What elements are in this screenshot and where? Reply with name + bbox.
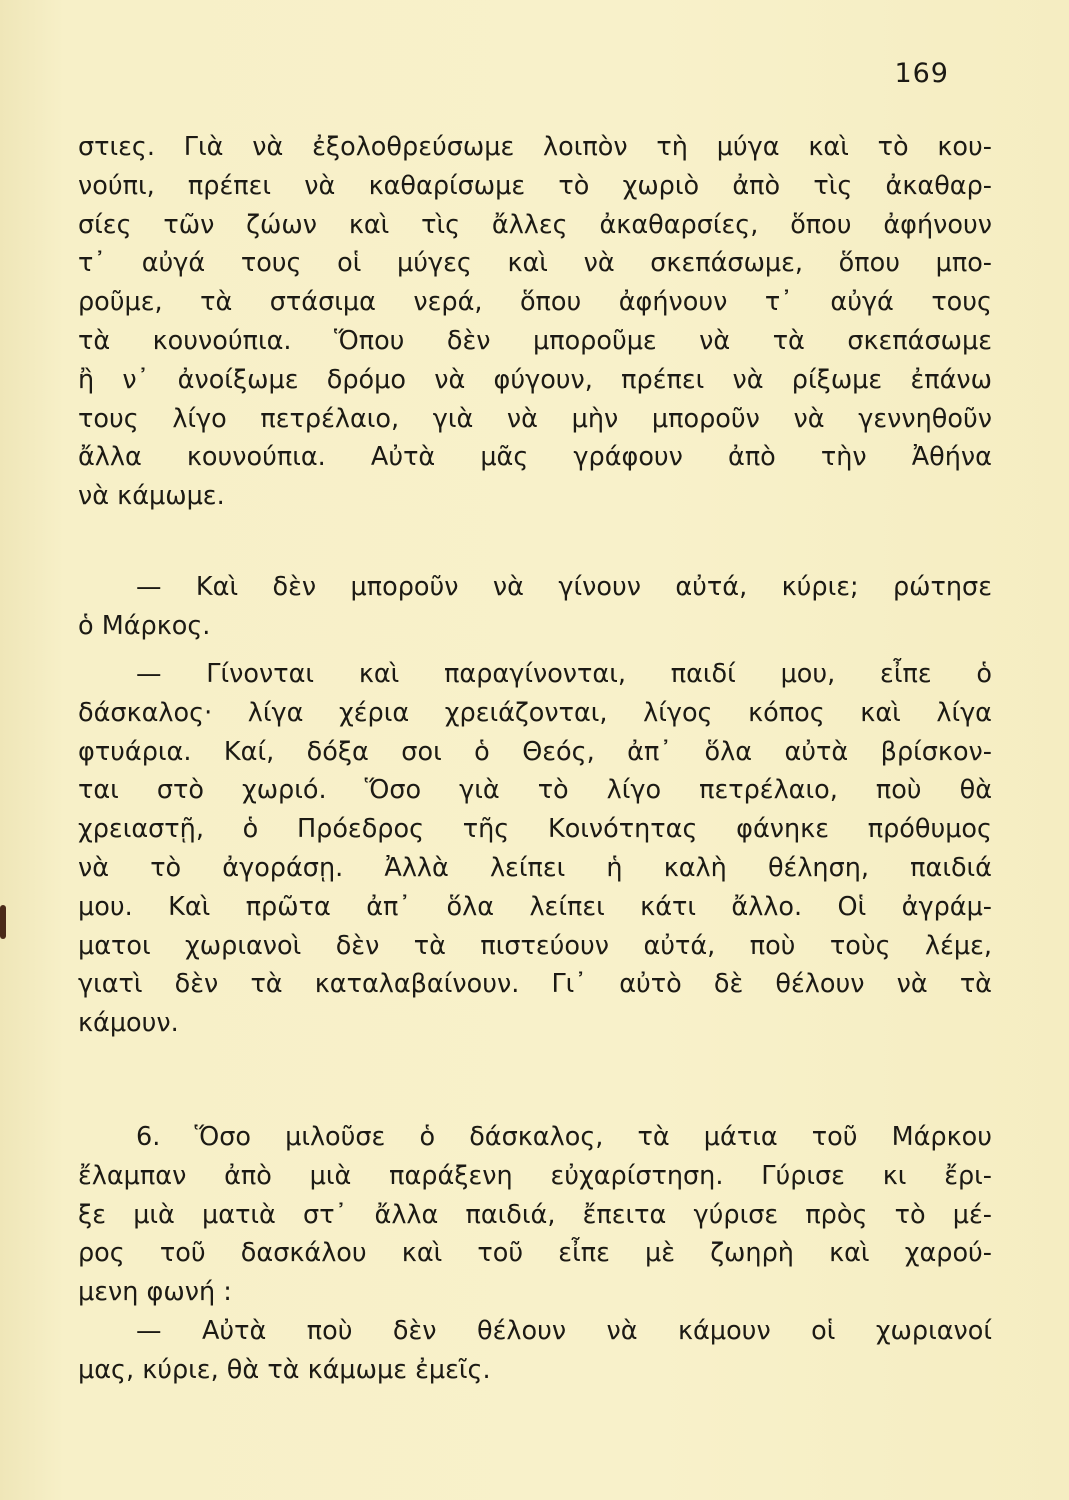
text-line: νὰ τὸ ἀγοράσῃ. Ἀλλὰ λείπει ἡ καλὴ θέληση, παιδιά bbox=[78, 852, 992, 883]
text-line: ται στὸ χωριό. Ὅσο γιὰ τὸ λίγο πετρέλαιο, ποὺ θὰ bbox=[78, 775, 992, 806]
text-line: ἢ ν᾽ ἀνοίξωμε δρόμο νὰ φύγουν, πρέπει νὰ ρίξωμε ἐπάνω bbox=[78, 364, 992, 395]
text-line: μενη φωνή : bbox=[78, 1277, 232, 1308]
text-line: ματοι χωριανοὶ δὲν τὰ πιστεύουν αὐτά, ποὺ τοὺς λέμε, bbox=[78, 930, 992, 961]
paragraph-2 bbox=[78, 568, 992, 646]
margin-ink-mark bbox=[0, 905, 6, 939]
text-line: στιες. Γιὰ νὰ ἐξολοθρεύσωμε λοιπὸν τὴ μύγα καὶ τὸ κου- bbox=[78, 132, 992, 162]
text-line: ὁ Μάρκος. bbox=[78, 610, 211, 641]
text-line: ἄλλα κουνούπια. Αὐτὰ μᾶς γράφουν ἀπὸ τὴν Ἀθήνα bbox=[78, 442, 992, 473]
numbered-paragraph-line: 6. Ὅσο μιλοῦσε ὁ δάσκαλος, τὰ μάτια τοῦ Μάρκου bbox=[136, 1122, 992, 1152]
text-line: τους λίγο πετρέλαιο, γιὰ νὰ μὴν μποροῦν νὰ γεννηθοῦν bbox=[78, 403, 992, 434]
dialogue-line: — Καὶ δὲν μποροῦν νὰ γίνουν αὐτά, κύριε; ρώτησε bbox=[136, 572, 992, 602]
text-line: νούπι, πρέπει νὰ καθαρίσωμε τὸ χωριὸ ἀπὸ τὶς ἀκαθαρ- bbox=[78, 170, 992, 201]
paragraph-5 bbox=[78, 1312, 992, 1390]
text-line: σίες τῶν ζώων καὶ τὶς ἄλλες ἀκαθαρσίες, ὅπου ἀφήνουν bbox=[78, 209, 992, 240]
paragraph-1 bbox=[78, 128, 992, 516]
dialogue-line: — Γίνονται καὶ παραγίνονται, παιδί μου, εἶπε ὁ bbox=[136, 659, 992, 689]
text-line: γιατὶ δὲν τὰ καταλαβαίνουν. Γι᾽ αὐτὸ δὲ θέλουν νὰ τὰ bbox=[78, 969, 992, 1000]
text-line: φτυάρια. Καί, δόξα σοι ὁ Θεός, ἀπ᾽ ὅλα αὐτὰ βρίσκον- bbox=[78, 736, 992, 767]
text-line: ρος τοῦ δασκάλου καὶ τοῦ εἶπε μὲ ζωηρὴ καὶ χαρού- bbox=[78, 1238, 992, 1269]
paragraph-3 bbox=[78, 655, 992, 1043]
text-line: ἔλαμπαν ἀπὸ μιὰ παράξενη εὐχαρίστηση. Γύρισε κι ἔρι- bbox=[78, 1160, 992, 1191]
text-line: μας, κύριε, θὰ τὰ κάμωμε ἐμεῖς. bbox=[78, 1354, 491, 1385]
text-line: ροῦμε, τὰ στάσιμα νερά, ὅπου ἀφήνουν τ᾽ αὐγά τους bbox=[78, 287, 992, 318]
text-line: τ᾽ αὐγά τους οἱ μύγες καὶ νὰ σκεπάσωμε, ὅπου μπο- bbox=[78, 248, 992, 279]
text-line: κάμουν. bbox=[78, 1008, 179, 1039]
text-line: δάσκαλος· λίγα χέρια χρειάζονται, λίγος κόπος καὶ λίγα bbox=[78, 697, 992, 728]
text-line: νὰ κάμωμε. bbox=[78, 481, 225, 512]
text-line: ξε μιὰ ματιὰ στ᾽ ἄλλα παιδιά, ἔπειτα γύρισε πρὸς τὸ μέ- bbox=[78, 1199, 992, 1230]
dialogue-line: — Αὐτὰ ποὺ δὲν θέλουν νὰ κάμουν οἱ χωριανοί bbox=[136, 1316, 992, 1346]
text-line: τὰ κουνούπια. Ὅπου δὲν μποροῦμε νὰ τὰ σκεπάσωμε bbox=[78, 325, 992, 356]
page-number: 169 bbox=[894, 58, 949, 89]
paragraph-4 bbox=[78, 1118, 992, 1312]
text-line: χρειαστῇ, ὁ Πρόεδρος τῆς Κοινότητας φάνηκε πρόθυμος bbox=[78, 814, 992, 845]
text-line: μου. Καὶ πρῶτα ἀπ᾽ ὅλα λείπει κάτι ἄλλο. Οἱ ἀγράμ- bbox=[78, 891, 992, 922]
